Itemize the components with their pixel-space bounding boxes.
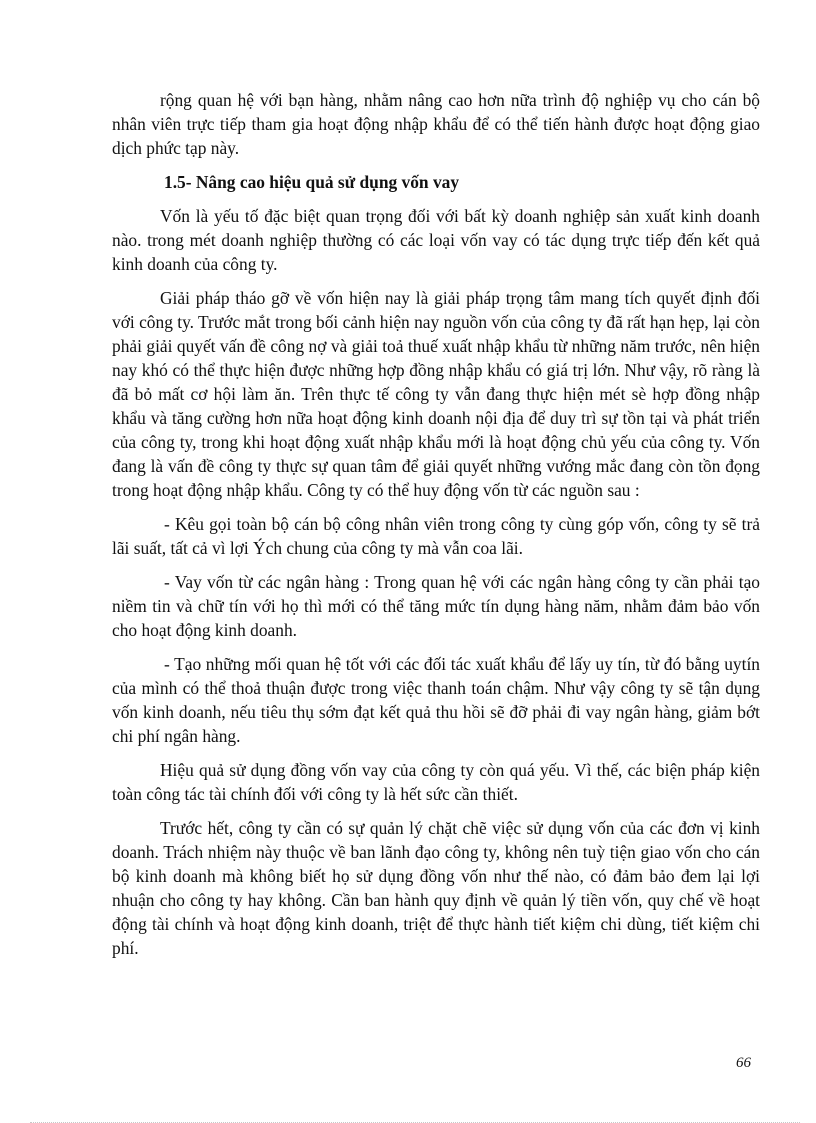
paragraph-continuation: rộng quan hệ với bạn hàng, nhằm nâng cao hơn nữa trình độ nghiệp vụ cho cán bộ nhân viên trực tiếp tham gia hoạt động nhập khẩu để có thể tiến hành được hoạt động giao dịch phức tạp này. <box>112 90 760 158</box>
paragraph-management: Trước hết, công ty cần có sự quản lý chặt chẽ việc sử dụng vốn của các đơn vị kinh doanh. Trách nhiệm này thuộc về ban lãnh đạo công ty, không nên tuỳ tiện giao vốn cho cán bộ kinh doanh mà không biết họ sử dụng đồng vốn như thế nào, có đảm bảo đem lại lợi nhuận cho công ty hay không. Cần ban hành quy định về quản lý tiền vốn, quy chế về hoạt động tài chính và hoạt động kinh doanh, triệt để thực hành tiết kiệm chi dùng, tiết kiệm chi phí. <box>112 818 760 958</box>
list-item-bank-loans: - Vay vốn từ các ngân hàng : Trong quan hệ với các ngân hàng công ty cần phải tạo niềm tin và chữ tín với họ thì mới có thể tăng mức tín dụng hàng năm, nhằm đảm bảo vốn cho hoạt động kinh doanh. <box>112 572 760 640</box>
paragraph-intro: Vốn là yếu tố đặc biệt quan trọng đối với bất kỳ doanh nghiệp sản xuất kinh doanh nào. trong mét doanh nghiệp thường có các loại vốn vay có tác dụng trực tiếp đến kết quả kinh doanh của công ty. <box>112 206 760 274</box>
section-heading: 1.5- Nâng cao hiệu quả sử dụng vốn vay <box>164 172 460 192</box>
list-item-partners: - Tạo những mối quan hệ tốt với các đối tác xuất khẩu để lấy uy tín, từ đó bằng uytín của mình có thể thoả thuận được trong việc thanh toán chậm. Như vậy công ty sẽ tận dụng vốn kinh doanh, nếu tiêu thụ sớm đạt kết quả thu hồi sẽ đỡ phải đi vay ngân hàng, giảm bớt chi phí ngân hàng. <box>112 654 760 746</box>
list-item-staff-capital: - Kêu gọi toàn bộ cán bộ công nhân viên trong công ty cùng góp vốn, công ty sẽ trả lãi suất, tất cả vì lợi Ých chung của công ty mà vẫn coa lãi. <box>112 514 760 558</box>
page-number: 66 <box>736 1055 751 1071</box>
paragraph-efficiency: Hiệu quả sử dụng đồng vốn vay của công ty còn quá yếu. Vì thế, các biện pháp kiện toàn công tác tài chính đối với công ty là hết sức cần thiết. <box>112 760 760 804</box>
paragraph-solution: Giải pháp tháo gỡ về vốn hiện nay là giải pháp trọng tâm mang tích quyết định đối với công ty. Trước mắt trong bối cảnh hiện nay nguồn vốn của công ty đã rất hạn hẹp, lại còn phải giải quyết vấn đề công nợ và giải toả thuế xuất nhập khẩu từ những năm trước, nên hiện nay khó có thể thực hiện được những hợp đồng nhập khẩu có giá trị lớn. Như vậy, rõ ràng là đã bỏ mất cơ hội làm ăn. Trên thực tế công ty vẫn đang thực hiện mét sè hợp đồng nhập khẩu và tăng cường hơn nữa hoạt động kinh doanh nội địa để duy trì sự tồn tại và phát triển của công ty, trong khi hoạt động xuất nhập khẩu mới là hoạt động chủ yếu của công ty. Vốn đang là vấn đề công ty thực sự quan tâm để giải quyết những vướng mắc đang còn tồn đọng trong hoạt động nhập khẩu. Công ty có thể huy động vốn từ các nguồn sau : <box>112 288 760 500</box>
page-body <box>112 88 760 970</box>
